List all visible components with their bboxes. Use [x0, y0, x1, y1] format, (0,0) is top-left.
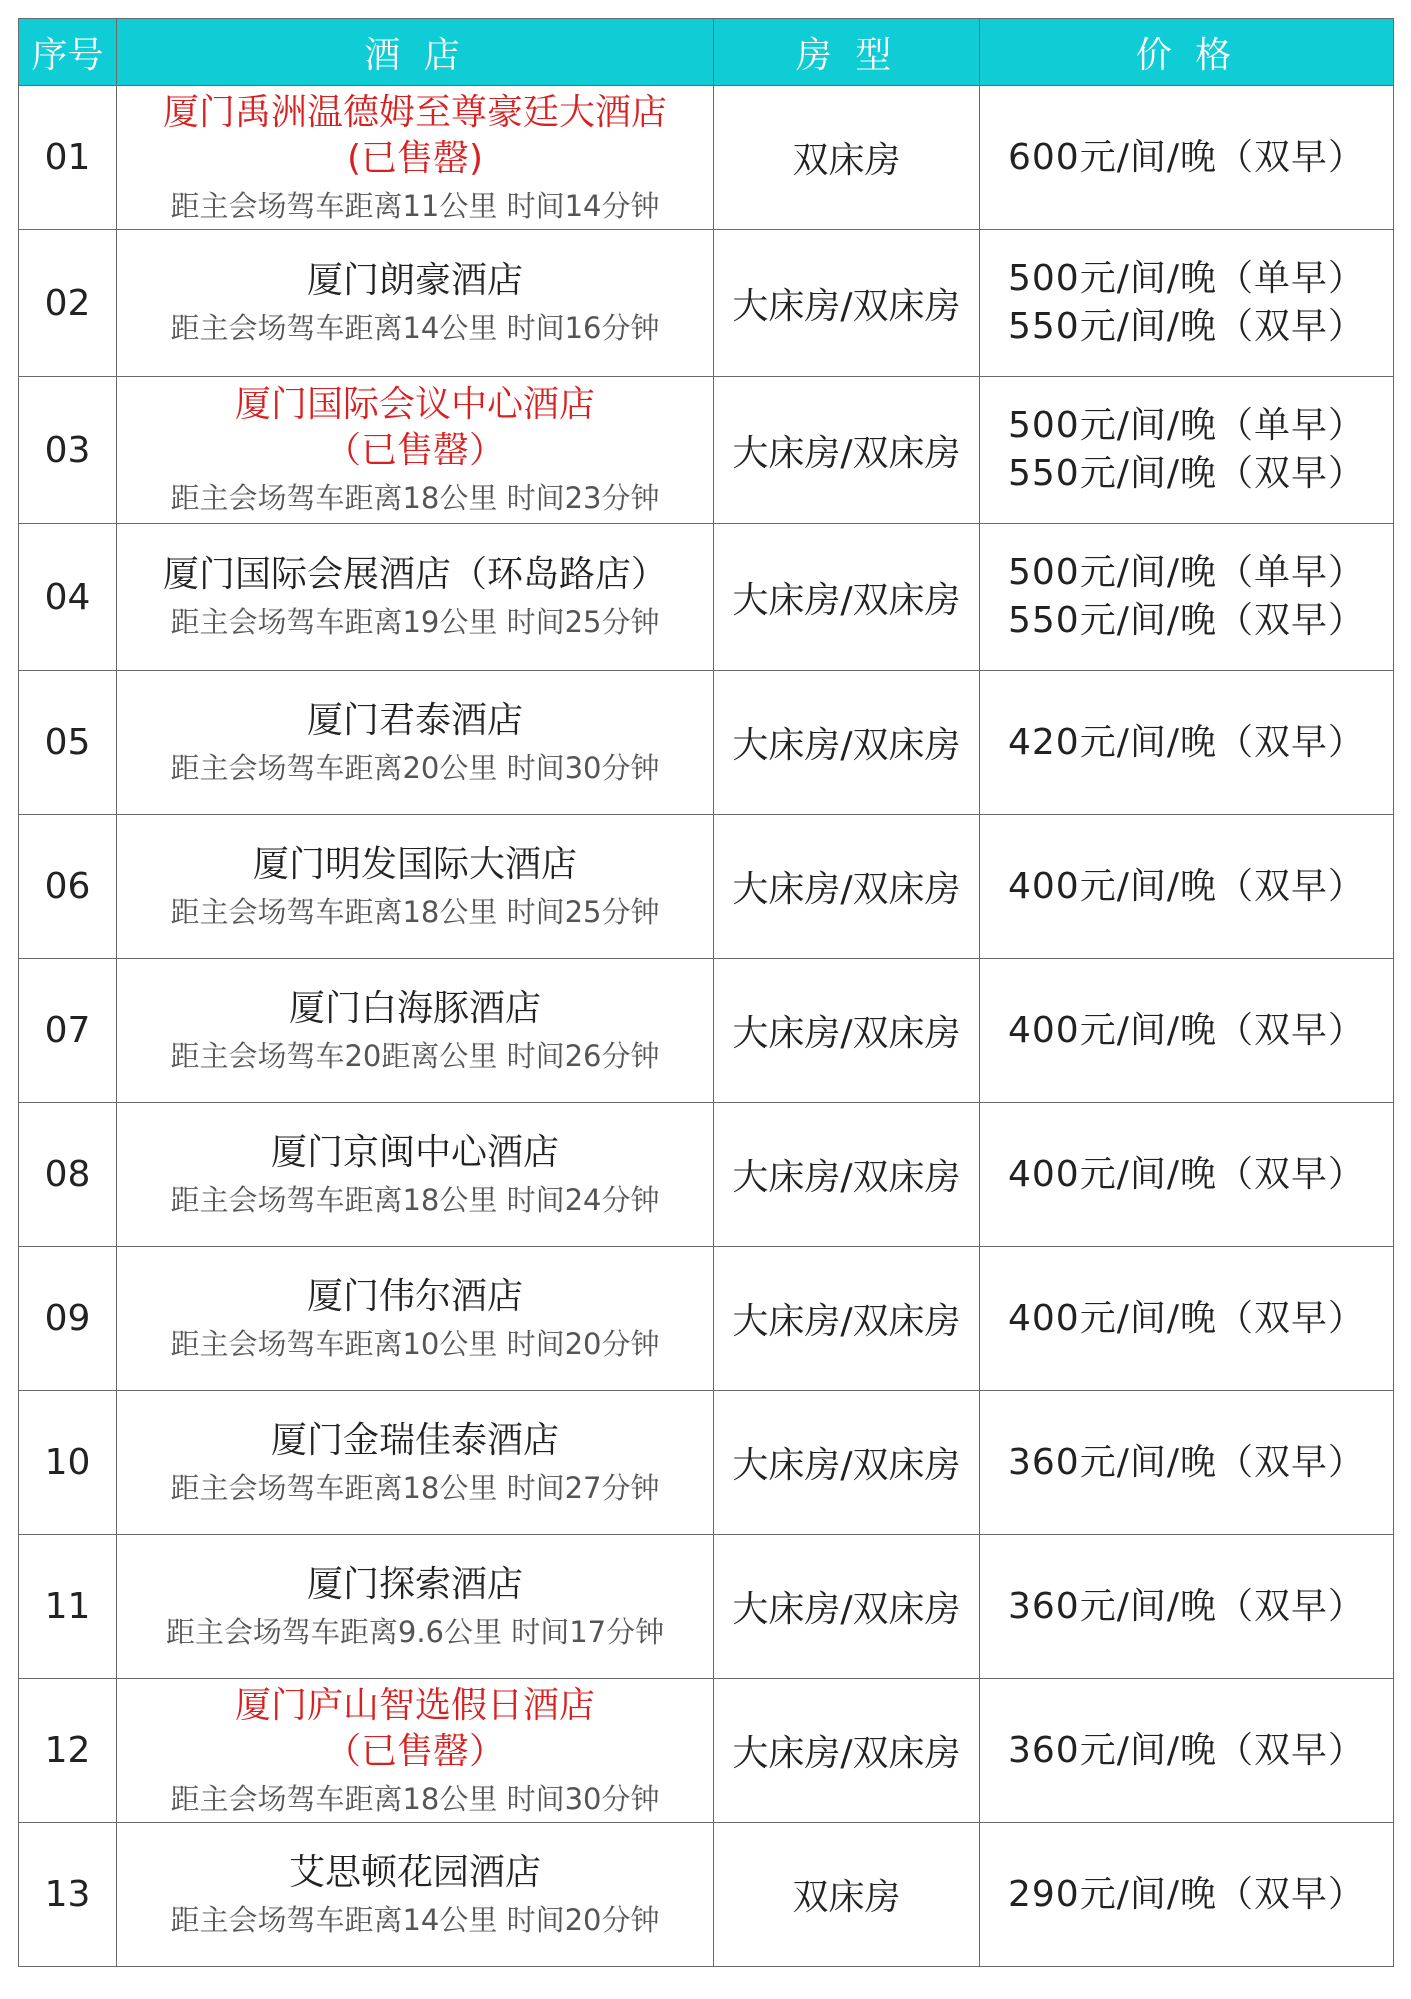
distance-info: 距主会场驾车距离19公里 时间25分钟: [170, 605, 660, 639]
distance-info: 距主会场驾车距离18公里 时间24分钟: [170, 1182, 660, 1217]
table-row: [19, 1247, 1394, 1391]
price-line: 500元/间/晚（单早）: [1008, 552, 1365, 593]
price-line: 400元/间/晚（双早）: [1008, 1009, 1365, 1051]
price-cell: [980, 1823, 1394, 1967]
table-row: [19, 959, 1394, 1103]
distance-info: 距主会场驾车距离9.6公里 时间17分钟: [165, 1614, 665, 1649]
table-row: [19, 1391, 1394, 1535]
hotel-cell: [117, 1103, 714, 1247]
row-number: 09: [19, 1247, 117, 1391]
header-row: [19, 19, 1394, 86]
table-row: [19, 671, 1394, 815]
hotel-name: 厦门探索酒店: [306, 1563, 523, 1605]
hotel-name: 厦门国际会议中心酒店: [234, 384, 595, 425]
room-type: 大床房/双床房: [714, 959, 980, 1103]
table-row: [19, 1103, 1394, 1247]
price-cell: [980, 671, 1394, 815]
hotel-cell: [117, 1247, 714, 1391]
hotel-name: 厦门庐山智选假日酒店: [234, 1684, 595, 1726]
room-type: 大床房/双床房: [714, 1679, 980, 1823]
price-line: 360元/间/晚（双早）: [1008, 1585, 1365, 1627]
table-row: [19, 524, 1394, 671]
price-cell: [980, 959, 1394, 1103]
row-number: 10: [19, 1391, 117, 1535]
hotel-table: [18, 18, 1394, 1967]
price-line: 550元/间/晚（双早）: [1008, 306, 1365, 347]
row-number: 07: [19, 959, 117, 1103]
room-type: 大床房/双床房: [714, 377, 980, 524]
price-cell: [980, 1391, 1394, 1535]
table-row: [19, 230, 1394, 377]
distance-info: 距主会场驾车距离18公里 时间25分钟: [170, 894, 660, 929]
table-row: [19, 815, 1394, 959]
room-type: 双床房: [714, 86, 980, 230]
sold-out-label: （已售罄）: [324, 1730, 505, 1772]
distance-info: 距主会场驾车20距离公里 时间26分钟: [170, 1038, 660, 1073]
price-line: 600元/间/晚（双早）: [1008, 136, 1365, 178]
row-number: 08: [19, 1103, 117, 1247]
hotel-cell: [117, 377, 714, 524]
price-cell: [980, 815, 1394, 959]
price-cell: [980, 524, 1394, 671]
row-number: 03: [19, 377, 117, 524]
price-line: 360元/间/晚（双早）: [1008, 1441, 1365, 1483]
hotel-name: 厦门国际会展酒店（环岛路店）: [162, 554, 667, 595]
price-line: 550元/间/晚（双早）: [1008, 600, 1365, 641]
price-cell: [980, 230, 1394, 377]
price-line: 500元/间/晚（单早）: [1008, 405, 1365, 446]
sold-out-label: (已售罄): [346, 137, 484, 179]
distance-info: 距主会场驾车距离20公里 时间30分钟: [170, 750, 660, 785]
distance-info: 距主会场驾车距离18公里 时间30分钟: [170, 1781, 660, 1816]
table-row: [19, 86, 1394, 230]
row-number: 06: [19, 815, 117, 959]
hotel-name: 厦门伟尔酒店: [306, 1275, 523, 1317]
room-type: 大床房/双床房: [714, 1391, 980, 1535]
hotel-cell: [117, 671, 714, 815]
distance-info: 距主会场驾车距离18公里 时间27分钟: [170, 1470, 660, 1505]
distance-info: 距主会场驾车距离14公里 时间16分钟: [170, 311, 660, 345]
hotel-name: 厦门白海豚酒店: [288, 987, 541, 1029]
distance-info: 距主会场驾车距离10公里 时间20分钟: [170, 1326, 660, 1361]
header-no: 序号: [19, 19, 117, 86]
hotel-name: 厦门明发国际大酒店: [252, 843, 577, 885]
row-number: 02: [19, 230, 117, 377]
row-number: 12: [19, 1679, 117, 1823]
price-line: 500元/间/晚（单早）: [1008, 258, 1365, 299]
price-cell: [980, 86, 1394, 230]
hotel-cell: [117, 1679, 714, 1823]
hotel-name: 厦门京闽中心酒店: [270, 1131, 559, 1173]
price-cell: [980, 1247, 1394, 1391]
row-number: 04: [19, 524, 117, 671]
row-number: 11: [19, 1535, 117, 1679]
room-type: 大床房/双床房: [714, 1535, 980, 1679]
price-line: 290元/间/晚（双早）: [1008, 1873, 1365, 1915]
hotel-cell: [117, 959, 714, 1103]
distance-info: 距主会场驾车距离14公里 时间20分钟: [170, 1902, 660, 1937]
hotel-name: 厦门君泰酒店: [306, 699, 523, 741]
hotel-cell: [117, 1391, 714, 1535]
sold-out-label: （已售罄）: [324, 430, 505, 471]
price-line: 420元/间/晚（双早）: [1008, 721, 1365, 763]
table-body: [19, 86, 1394, 1967]
hotel-cell: [117, 524, 714, 671]
hotel-cell: [117, 230, 714, 377]
room-type: 大床房/双床房: [714, 230, 980, 377]
table-row: [19, 1535, 1394, 1679]
hotel-cell: [117, 1823, 714, 1967]
price-cell: [980, 1535, 1394, 1679]
table-row: [19, 377, 1394, 524]
room-type: 大床房/双床房: [714, 1103, 980, 1247]
room-type: 大床房/双床房: [714, 671, 980, 815]
row-number: 01: [19, 86, 117, 230]
room-type: 大床房/双床房: [714, 524, 980, 671]
header-room: 房 型: [714, 19, 980, 86]
price-line: 400元/间/晚（双早）: [1008, 865, 1365, 907]
hotel-cell: [117, 86, 714, 230]
hotel-name: 厦门朗豪酒店: [306, 260, 523, 301]
price-line: 360元/间/晚（双早）: [1008, 1729, 1365, 1771]
price-line: 400元/间/晚（双早）: [1008, 1153, 1365, 1195]
price-line: 400元/间/晚（双早）: [1008, 1297, 1365, 1339]
hotel-name: 厦门金瑞佳泰酒店: [270, 1419, 559, 1461]
room-type: 大床房/双床房: [714, 1247, 980, 1391]
hotel-name: 厦门禹洲温德姆至尊豪廷大酒店: [162, 91, 667, 133]
row-number: 13: [19, 1823, 117, 1967]
price-cell: [980, 377, 1394, 524]
table-row: [19, 1823, 1394, 1967]
room-type: 大床房/双床房: [714, 815, 980, 959]
header-price: 价 格: [980, 19, 1394, 86]
table-row: [19, 1679, 1394, 1823]
distance-info: 距主会场驾车距离11公里 时间14分钟: [170, 188, 660, 223]
price-line: 550元/间/晚（双早）: [1008, 453, 1365, 494]
hotel-cell: [117, 815, 714, 959]
price-cell: [980, 1103, 1394, 1247]
header-hotel: 酒 店: [117, 19, 714, 86]
distance-info: 距主会场驾车距离18公里 时间23分钟: [170, 481, 660, 515]
room-type: 双床房: [714, 1823, 980, 1967]
hotel-name: 艾思顿花园酒店: [288, 1851, 541, 1893]
price-cell: [980, 1679, 1394, 1823]
row-number: 05: [19, 671, 117, 815]
hotel-cell: [117, 1535, 714, 1679]
